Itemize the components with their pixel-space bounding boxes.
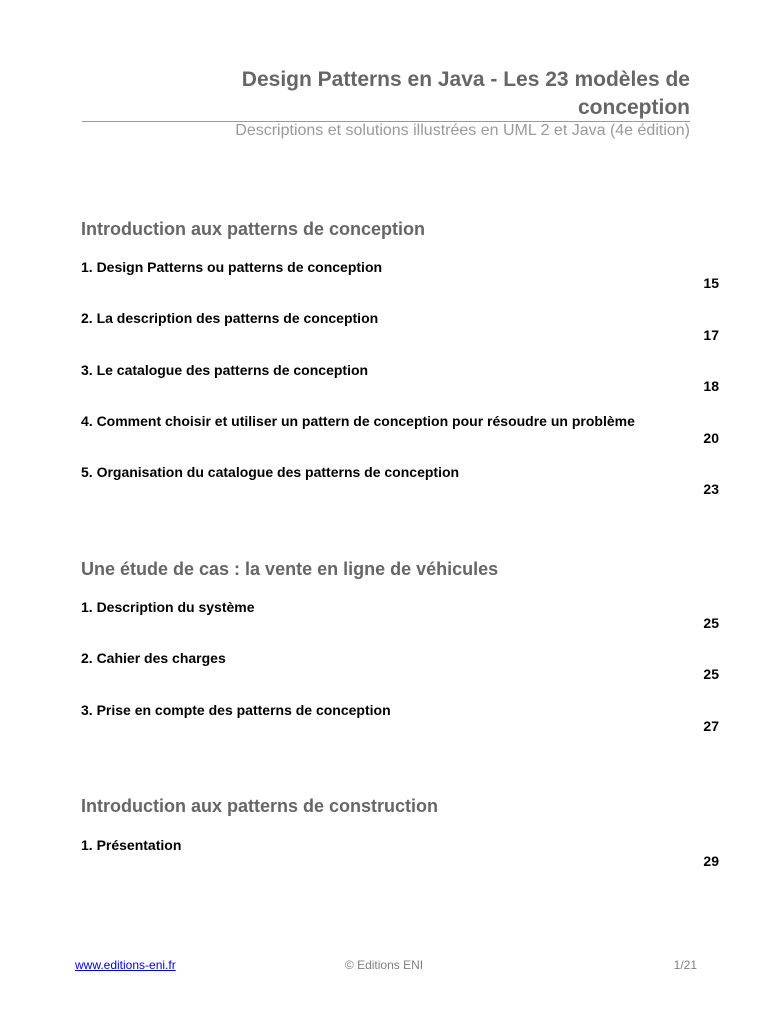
chapter-title: Introduction aux patterns de conception [81, 219, 426, 239]
toc-entry-link[interactable]: 3. Le catalogue des patterns de conception [81, 362, 369, 378]
toc-entry-page: 25 [703, 666, 719, 682]
toc-entry-page: 17 [703, 327, 719, 343]
book-subtitle: Descriptions et solutions illustrées en UML 2 et Java (4e édition) [235, 122, 690, 139]
toc-entry-page: 23 [703, 481, 719, 497]
toc-entry-link[interactable]: 4. Comment choisir et utiliser un pattern de conception pour résoudre un problème [81, 413, 635, 429]
toc-entry-page: 18 [703, 378, 719, 394]
publisher-website-link[interactable]: www.editions-eni.fr [75, 958, 176, 972]
toc-entry-page: 29 [703, 853, 719, 869]
toc-entry-page: 27 [703, 718, 719, 734]
toc-entry-link[interactable]: 2. Cahier des charges [81, 650, 226, 666]
toc-entry-link[interactable]: 1. Présentation [81, 837, 182, 853]
chapter-title: Une étude de cas : la vente en ligne de véhicules [81, 559, 499, 579]
toc-entry-link[interactable]: 1. Description du système [81, 599, 255, 615]
toc-entry-page: 25 [703, 615, 719, 631]
copyright-notice: © Editions ENI [344, 958, 424, 972]
toc-entry-link[interactable]: 2. La description des patterns de conception [81, 310, 379, 326]
toc-entry-page: 20 [703, 430, 719, 446]
page-number: 1/21 [673, 958, 697, 972]
chapter-title: Introduction aux patterns de construction [81, 796, 439, 816]
toc-entry-link[interactable]: 5. Organisation du catalogue des patterns de conception [81, 464, 460, 480]
book-title: Design Patterns en Java - Les 23 modèles de conception [241, 68, 690, 119]
toc-entry-link[interactable]: 1. Design Patterns ou patterns de conception [81, 259, 383, 275]
toc-entry-page: 15 [703, 275, 719, 291]
toc-entry-link[interactable]: 3. Prise en compte des patterns de conception [81, 702, 391, 718]
